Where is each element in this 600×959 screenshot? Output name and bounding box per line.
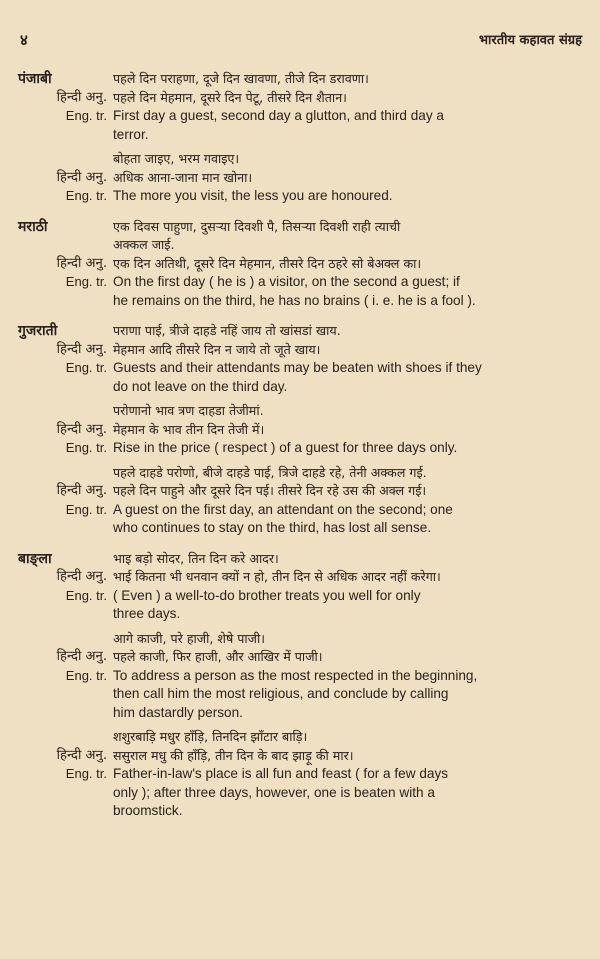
english-line: him dastardly person. xyxy=(113,704,243,720)
english-translation xyxy=(113,359,575,396)
hindi-translation: मेहमान आदि तीसरे दिन न जाये तो जूते खाय। xyxy=(113,341,321,357)
english-label: Eng. tr. xyxy=(65,360,107,375)
proverb-original-row xyxy=(0,218,600,255)
hindi-label: हिन्दी अनु. xyxy=(56,341,107,357)
proverb-original: परोणानो भाव त्रण दाहडा तेजीमां. xyxy=(113,403,264,418)
proverb-original: पहले दाहडे परोणो, बीजे दाहडे पाई, त्रिजे दाहडे रहे, तेनी अक्कल गई. xyxy=(113,464,427,480)
proverb-original-row xyxy=(0,464,600,483)
english-label: Eng. tr. xyxy=(65,440,107,455)
english-label: Eng. tr. xyxy=(65,766,107,781)
proverb-original-row xyxy=(0,630,600,649)
english-label: Eng. tr. xyxy=(65,188,107,203)
english-line: he remains on the third, he has no brains ( i. e. he is a fool ). xyxy=(113,292,476,308)
english-line: Rise in the price ( respect ) of a guest for three days only. xyxy=(113,440,458,455)
english-label: Eng. tr. xyxy=(65,667,107,683)
proverb-original: पहले दिन पराहणा, दूजे दिन खावणा, तीजे दिन डरावणा। xyxy=(113,71,369,86)
english-translation xyxy=(113,667,575,723)
english-translation xyxy=(113,501,575,538)
english-label: Eng. tr. xyxy=(65,587,107,603)
hindi-translation: पहले दिन पाहुने और दूसरे दिन पई। तीसरे दिन रहे उस की अक्ल गई। xyxy=(113,483,427,498)
proverb-original-row xyxy=(0,728,600,747)
hindi-label: हिन्दी अनु. xyxy=(56,569,107,584)
english-translation xyxy=(113,107,575,144)
hindi-label: हिन्दी अनु. xyxy=(56,89,107,105)
proverb-original-row xyxy=(0,402,600,421)
page-header xyxy=(0,0,600,50)
hindi-label: हिन्दी अनु. xyxy=(56,255,107,271)
english-line: ( Even ) a well-to-do brother treats you well for only xyxy=(113,587,421,603)
english-line: Guests and their attendants may be beaten with shoes if they xyxy=(113,360,482,375)
hindi-translation-row xyxy=(0,89,600,108)
english-translation-row xyxy=(0,501,600,538)
english-translation xyxy=(113,273,575,310)
english-line: who continues to stay on the third, has lost all sense. xyxy=(113,520,432,535)
proverb-original: शशुरबाड़ि मधुर हाँड़ि, तिनदिन झाँटार बाड़ि। xyxy=(113,729,308,744)
proverb-original-row xyxy=(0,70,600,89)
proverb-original: आगे काजी, परे हाजी, शेषे पाजी। xyxy=(113,630,266,646)
english-line: The more you visit, the less you are honoured. xyxy=(113,188,393,203)
english-line: To address a person as the most respected in the beginning, xyxy=(113,667,478,683)
hindi-translation: ससुराल मधु की हाँड़ि, तीन दिन के बाद झाड़ू की मार। xyxy=(113,747,354,763)
hindi-translation-row xyxy=(0,747,600,766)
hindi-label: हिन्दी अनु. xyxy=(56,169,107,185)
hindi-translation-row xyxy=(0,255,600,274)
english-line: Father-in-law's place is all fun and feast ( for a few days xyxy=(113,766,449,781)
english-translation-row xyxy=(0,273,600,310)
running-title: भारतीय कहावत संग्रह xyxy=(478,33,582,48)
english-line: A guest on the first day, an attendant on the second; one xyxy=(113,501,453,517)
english-translation xyxy=(113,765,575,821)
english-line: three days. xyxy=(113,606,181,621)
language-label: पंजाबी xyxy=(18,71,52,87)
english-translation-row xyxy=(0,587,600,624)
language-label: मराठी xyxy=(18,218,48,235)
hindi-translation-row xyxy=(0,169,600,188)
hindi-label: हिन्दी अनु. xyxy=(56,747,107,763)
english-translation-row xyxy=(0,439,600,458)
hindi-translation: पहले दिन मेहमान, दूसरे दिन पेटू, तीसरे दिन शैतान। xyxy=(113,89,347,105)
hindi-label: हिन्दी अनु. xyxy=(56,649,107,664)
english-line: terror. xyxy=(113,126,149,142)
english-translation xyxy=(113,587,575,624)
hindi-translation: एक दिन अतिथी, दूसरे दिन मेहमान, तीसरे दिन ठहरे सो बेअक्ल का। xyxy=(113,255,422,271)
language-label: बाङ्ला xyxy=(18,550,52,567)
english-line: First day a guest, second day a glutton, and third day a xyxy=(113,108,444,123)
hindi-translation: अधिक आना-जाना मान खोना। xyxy=(113,169,253,185)
english-translation xyxy=(113,439,575,458)
english-translation-row xyxy=(0,187,600,206)
original-line: अक्कल जाई. xyxy=(113,237,175,252)
hindi-translation: पहले काजी, फिर हाजी, और आखिर में पाजी। xyxy=(113,649,323,664)
page-number: ४ xyxy=(20,31,28,49)
proverb-original-row xyxy=(0,322,600,341)
proverb-original: भाइ बड़ो सोदर, तिन दिन करे आदर। xyxy=(113,550,279,566)
english-translation-row xyxy=(0,765,600,821)
proverb-original: पराणा पाई, त्रीजे दाहडे नहिं जाय तो खांसडां खाय. xyxy=(113,323,341,338)
original-line: एक दिवस पाहुणा, दुसऱ्या दिवशी पै, तिसऱ्या दिवशी राही त्याची xyxy=(113,218,401,234)
english-line: On the first day ( he is ) a visitor, on the second a guest; if xyxy=(113,274,460,289)
proverb-original-row xyxy=(0,150,600,169)
proverb-original-row xyxy=(0,550,600,569)
english-label: Eng. tr. xyxy=(65,274,107,289)
english-translation-row xyxy=(0,359,600,396)
english-line: only ); after three days, however, one is beaten with a xyxy=(113,784,435,800)
english-translation xyxy=(113,187,575,206)
english-line: do not leave on the third day. xyxy=(113,378,288,394)
proverb-original: बोहता जाइए, भरम गवाइए। xyxy=(113,151,240,166)
hindi-translation-row xyxy=(0,421,600,440)
english-translation-row xyxy=(0,107,600,144)
english-line: broomstick. xyxy=(113,803,183,818)
english-translation-row xyxy=(0,667,600,723)
proverb-list xyxy=(0,70,600,821)
proverb-original xyxy=(113,218,575,255)
language-label: गुजराती xyxy=(18,323,58,339)
hindi-label: हिन्दी अनु. xyxy=(56,483,107,498)
hindi-translation-row xyxy=(0,341,600,360)
hindi-translation-row xyxy=(0,482,600,501)
hindi-translation-row xyxy=(0,568,600,587)
hindi-translation: मेहमान के भाव तीन दिन तेजी में। xyxy=(113,421,265,437)
hindi-label: हिन्दी अनु. xyxy=(56,421,107,437)
english-line: then call him the most religious, and conclude by calling xyxy=(113,686,449,701)
english-label: Eng. tr. xyxy=(65,501,107,517)
hindi-translation-row xyxy=(0,648,600,667)
hindi-translation: भाई कितना भी धनवान क्यों न हो, तीन दिन से अधिक आदर नहीं करेगा। xyxy=(113,569,441,584)
english-label: Eng. tr. xyxy=(65,108,107,123)
